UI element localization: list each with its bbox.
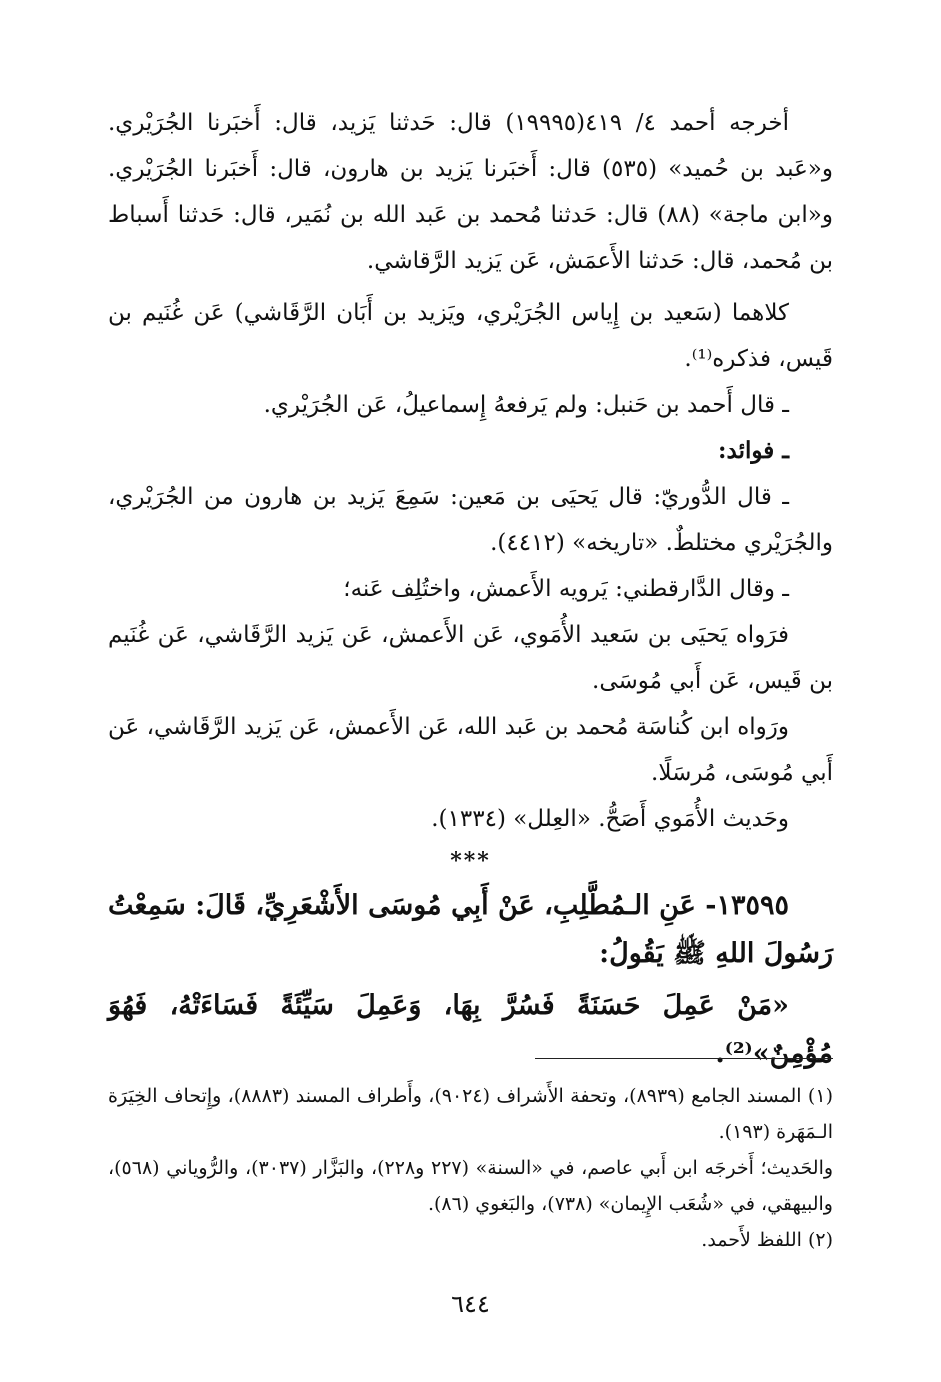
- hadith-heading: ١٣٥٩٥- عَنِ الـمُطَّلِبِ، عَنْ أَبِي مُوسَى الأَشْعَرِيِّ، قَالَ: سَمِعْتُ رَسُولَ اللهِ ﷺ يَقُولُ:: [108, 890, 833, 969]
- hadith-text: «مَنْ عَمِلَ حَسَنَةً فَسُرَّ بِهَا، وَعَمِلَ سَيِّئَةً فَسَاءَتْهُ، فَهُوَ مُؤْمِنٌ»⁽²⁾.: [108, 990, 833, 1069]
- ahmad-quote-line: ـ قال أَحمد بن حَنبل: ولم يَرفعهُ إِسماعيلُ، عَن الجُرَيْري.: [263, 392, 789, 418]
- footnote-divider: [535, 1058, 833, 1059]
- kilahuma-paragraph: كلاهما (سَعيد بن إِياس الجُرَيْري، ويَزيد بن أَبَان الرَّقَاشي) عَن غُنَيم بن قَيس، فذكره⁽¹⁾.: [108, 300, 833, 372]
- daraqutni-line: ـ وقال الدَّارقطني: يَرويه الأَعمش، واختُلِف عَنه؛: [343, 576, 789, 602]
- page-number: ٦٤٤: [451, 1290, 490, 1318]
- footnote-1-continuation: والحَديث؛ أَخرجَه ابن أَبي عاصم، في «السنة» (٢٢٧ و٢٢٨)، والبَزَّار (٣٠٣٧)، والرُّوياني (٥٦٨)، والبيهقي، في «شُعَب الإِيمان» (٧٣٨)، والبَغوي (٨٦).: [108, 1157, 834, 1215]
- footnotes: [108, 1078, 833, 1258]
- ilal-conclusion-line: وحَديث الأُمَوي أَصَحُّ. «العِلل» (١٣٣٤).: [431, 806, 789, 832]
- footnote-2: (٢) اللفظ لأَحمد.: [701, 1229, 833, 1251]
- duri-paragraph: ـ قال الدُّوريّ: قال يَحيَى بن مَعين: سَمِعَ يَزيد بن هارون من الجُرَيْري، والجُرَيْري مختلطٌ. «تاريخه» (٤٤١٢).: [108, 484, 833, 556]
- fawaid-heading: ـ فوائد:: [718, 437, 789, 464]
- umawi-riwaya-paragraph: فرَواه يَحيَى بن سَعيد الأُمَوي، عَن الأَعمش، عَن يَزيد الرَّقَاشي، عَن غُنَيم بن قَيس، عَن أَبي مُوسَى.: [108, 622, 833, 694]
- footnote-1: (١) المسند الجامع (٨٩٣٩)، وتحفة الأَشراف (٩٠٢٤)، وأَطراف المسند (٨٨٨٣)، وإِتحاف الخِيَرَة الـمَهَرة (١٩٣).: [108, 1085, 833, 1143]
- ibn-kunasa-paragraph: ورَواه ابن كُناسَة مُحمد بن عَبد الله، عَن الأَعمش، عَن يَزيد الرَّقَاشي، عَن أَبي مُوسَى، مُرسَلًا.: [108, 714, 833, 786]
- takhrij-paragraph: أخرجه أحمد ٤/ ٤١٩(١٩٩٩٥) قال: حَدثنا يَزيد، قال: أَخبَرنا الجُرَيْري. و«عَبد بن حُميد» (٥٣٥) قال: أَخبَرنا يَزيد بن هارون، قال: أَخبَرنا الجُرَيْري. و«ابن ماجة» (٨٨) قال: حَدثنا مُحمد بن عَبد الله بن نُمَير، قال: حَدثنا أَسباط بن مُحمد، قال: حَدثنا الأَعمَش، عَن يَزيد الرَّقاشي.: [108, 110, 833, 274]
- section-separator: ***: [450, 848, 491, 874]
